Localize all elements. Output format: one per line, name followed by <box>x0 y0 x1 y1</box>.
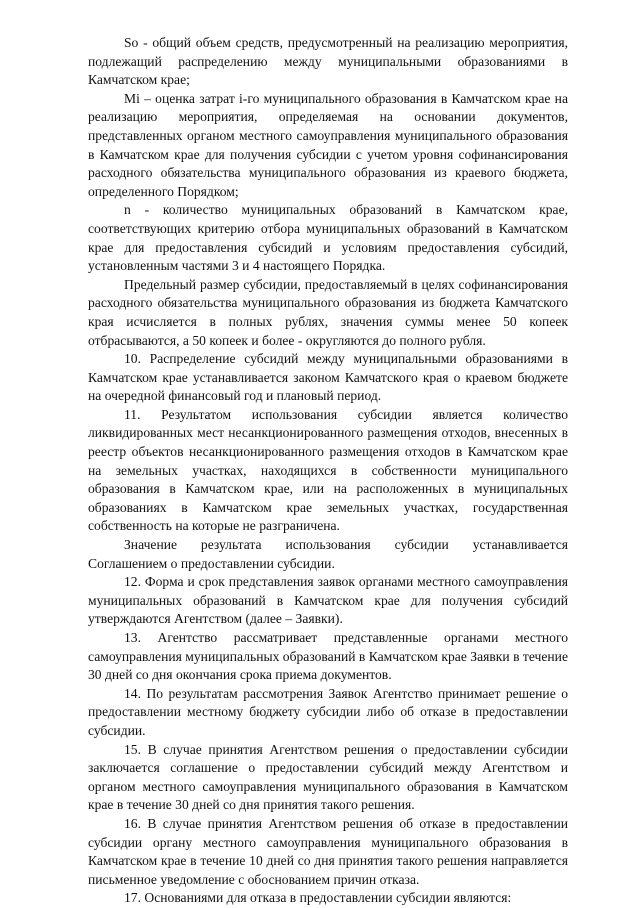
paragraph-subsidy-limit: Предельный размер субсидии, предоставляемый в целях софинансирования расходного обязательства муниципального образования из бюджета Камчатского края исчисляется в полных рублях, значения суммы менее 50 копеек отбрасываются, а 50 копеек и более - округляются до полного рубля. <box>88 276 568 348</box>
paragraph-item-11: 11. Результатом использования субсидии является количество ликвидированных мест несанкционированного размещения отходов, внесенных в реестр объектов несанкционированного размещения отходов в Камчатском крае на земельных участках, находящихся в собственности муниципального образования в Камчатском крае, или на расположенных в муниципальных образованиях в Камчатском крае земельных участках, государственная собственность на которые не разграничена. <box>88 406 568 534</box>
paragraph-item-15: 15. В случае принятия Агентством решения о предоставлении субсидии заключается соглашение о предоставлении субсидий между Агентством и органом местного самоуправления муниципального образования в Камчатском крае в течение 30 дней со дня принятия такого решения. <box>88 741 568 813</box>
document-page <box>88 34 568 908</box>
paragraph-n-definition: n - количество муниципальных образований в Камчатском крае, соответствующих критерию отбора муниципальных образований в Камчатском крае для предоставления субсидий и условиям предоставления субсидий, установленным частями 3 и 4 настоящего Порядка. <box>88 202 568 274</box>
paragraph-item-17: 17. Основаниями для отказа в предоставлении субсидии являются: <box>124 890 512 906</box>
paragraph-item-12: 12. Форма и срок представления заявок органами местного самоуправления муниципальных образований в Камчатском крае для получения субсидий утверждаются Агентством (далее – Заявки). <box>88 574 568 627</box>
paragraph-item-14: 14. По результатам рассмотрения Заявок Агентство принимает решение о предоставлении местному бюджету субсидии либо об отказе в предоставлении субсидии. <box>88 685 568 738</box>
paragraph-item-13: 13. Агентство рассматривает представленные органами местного самоуправления муниципальных образований в Камчатском крае Заявки в течение 30 дней со дня окончания срока приема документов. <box>88 630 568 683</box>
paragraph-result-value: Значение результата использования субсидии устанавливается Соглашением о предоставлении субсидии. <box>88 537 568 571</box>
paragraph-item-16: 16. В случае принятия Агентством решения об отказе в предоставлении субсидии органу местного самоуправления муниципального образования в Камчатском крае в течение 10 дней со дня принятия такого решения направляется письменное уведомление с обоснованием причин отказа. <box>88 815 568 887</box>
paragraph-so-definition: So - общий объем средств, предусмотренный на реализацию мероприятия, подлежащий распределению между муниципальными образованиями в Камчатском крае; <box>88 35 568 88</box>
paragraph-item-10: 10. Распределение субсидий между муниципальными образованиями в Камчатском крае устанавливается законом Камчатского края о краевом бюджете на очередной финансовый год и плановый период. <box>88 351 568 404</box>
paragraph-mi-definition: Mi – оценка затрат i-го муниципального образования в Камчатском крае на реализацию мероприятия, определяемая на основании документов, представленных органом местного самоуправления муниципального образования в Камчатском крае для получения субсидии с учетом уровня софинансирования расходного обязательства муниципального образования из краевого бюджета, определенного Порядком; <box>88 90 568 199</box>
